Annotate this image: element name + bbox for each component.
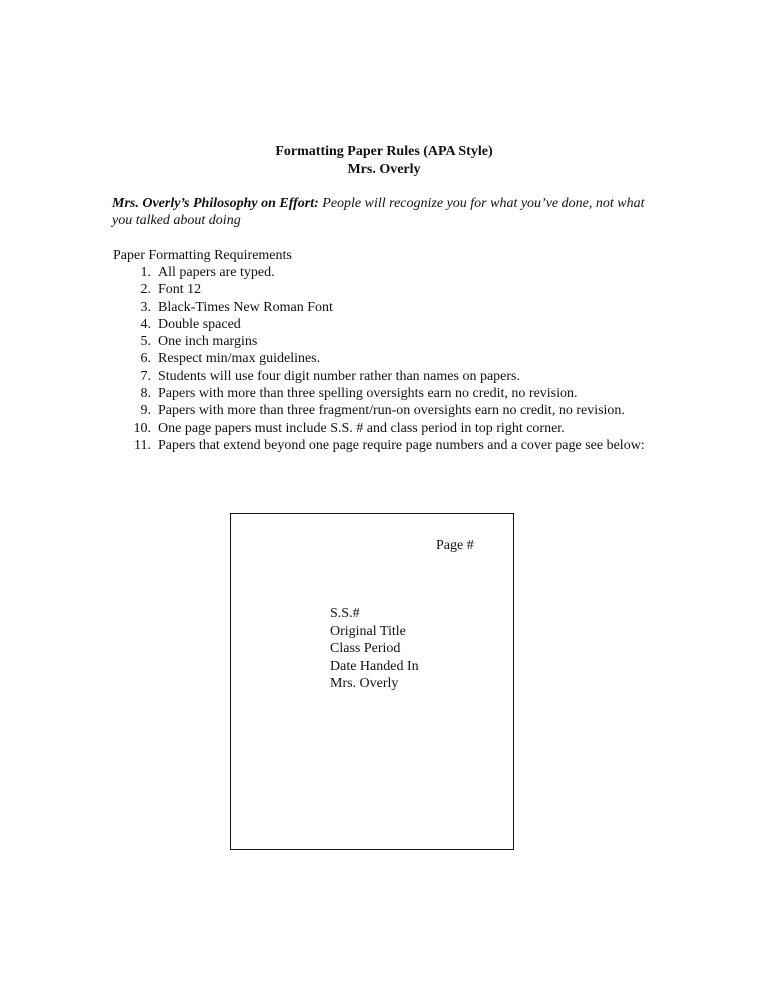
rule-item [113,385,653,402]
cover-line-original-title: Original Title [330,623,406,639]
rule-item [113,264,653,281]
rule-text: One page papers must include S.S. # and class period in top right corner. [158,420,565,436]
cover-line-date-handed-in: Date Handed In [330,658,419,674]
rule-number: 5. [140,334,151,350]
rule-item [113,299,653,316]
cover-line-teacher: Mrs. Overly [330,676,399,691]
rule-item [113,350,653,367]
rule-text: Students will use four digit number rather than names on papers. [158,368,520,384]
rule-text: Papers with more than three fragment/run-on oversights earn no credit, no revision. [158,403,625,419]
rule-text: Papers that extend beyond one page require page numbers and a cover page see below: [158,437,645,453]
rule-number: 10. [133,420,151,436]
rule-item [113,368,653,385]
rule-item [113,316,653,333]
cover-line-class-period: Class Period [330,641,401,656]
rule-text: Papers with more than three spelling oversights earn no credit, no revision. [158,386,578,402]
rule-item [113,420,653,437]
rule-number: 9. [140,403,151,419]
philosophy-text: People will recognize you for what you’ve done, not what you talked about doing [112,196,645,228]
rule-text: Font 12 [158,282,202,298]
philosophy-label: Mrs. Overly’s Philosophy on Effort: [112,196,319,211]
title-block [0,143,768,179]
cover-page-lines [330,605,419,693]
rule-text: Black-Times New Roman Font [158,299,333,315]
cover-line-ss-number: S.S.# [330,606,360,621]
rule-item [113,281,653,298]
rule-text: All papers are typed. [158,265,275,280]
rule-text: One inch margins [158,334,258,350]
rule-number: 4. [140,316,151,332]
rule-number: 8. [140,386,151,402]
rule-number: 7. [140,368,151,384]
rule-item [113,437,653,454]
rule-text: Respect min/max guidelines. [158,351,321,367]
rule-item [113,333,653,350]
rule-item [113,402,653,419]
rule-number: 2. [140,282,151,298]
rule-text: Double spaced [158,316,241,332]
rule-number: 1. [140,265,151,280]
requirements-heading: Paper Formatting Requirements [113,248,292,263]
philosophy-paragraph [112,195,660,229]
document-title: Formatting Paper Rules (APA Style) [275,144,493,159]
cover-page-example [230,513,514,850]
rules-list [113,264,653,454]
rule-number: 6. [140,351,151,367]
rule-number: 11. [134,437,151,453]
document-author: Mrs. Overly [347,162,421,177]
rule-number: 3. [140,299,151,315]
cover-page-number: Page # [436,538,474,553]
